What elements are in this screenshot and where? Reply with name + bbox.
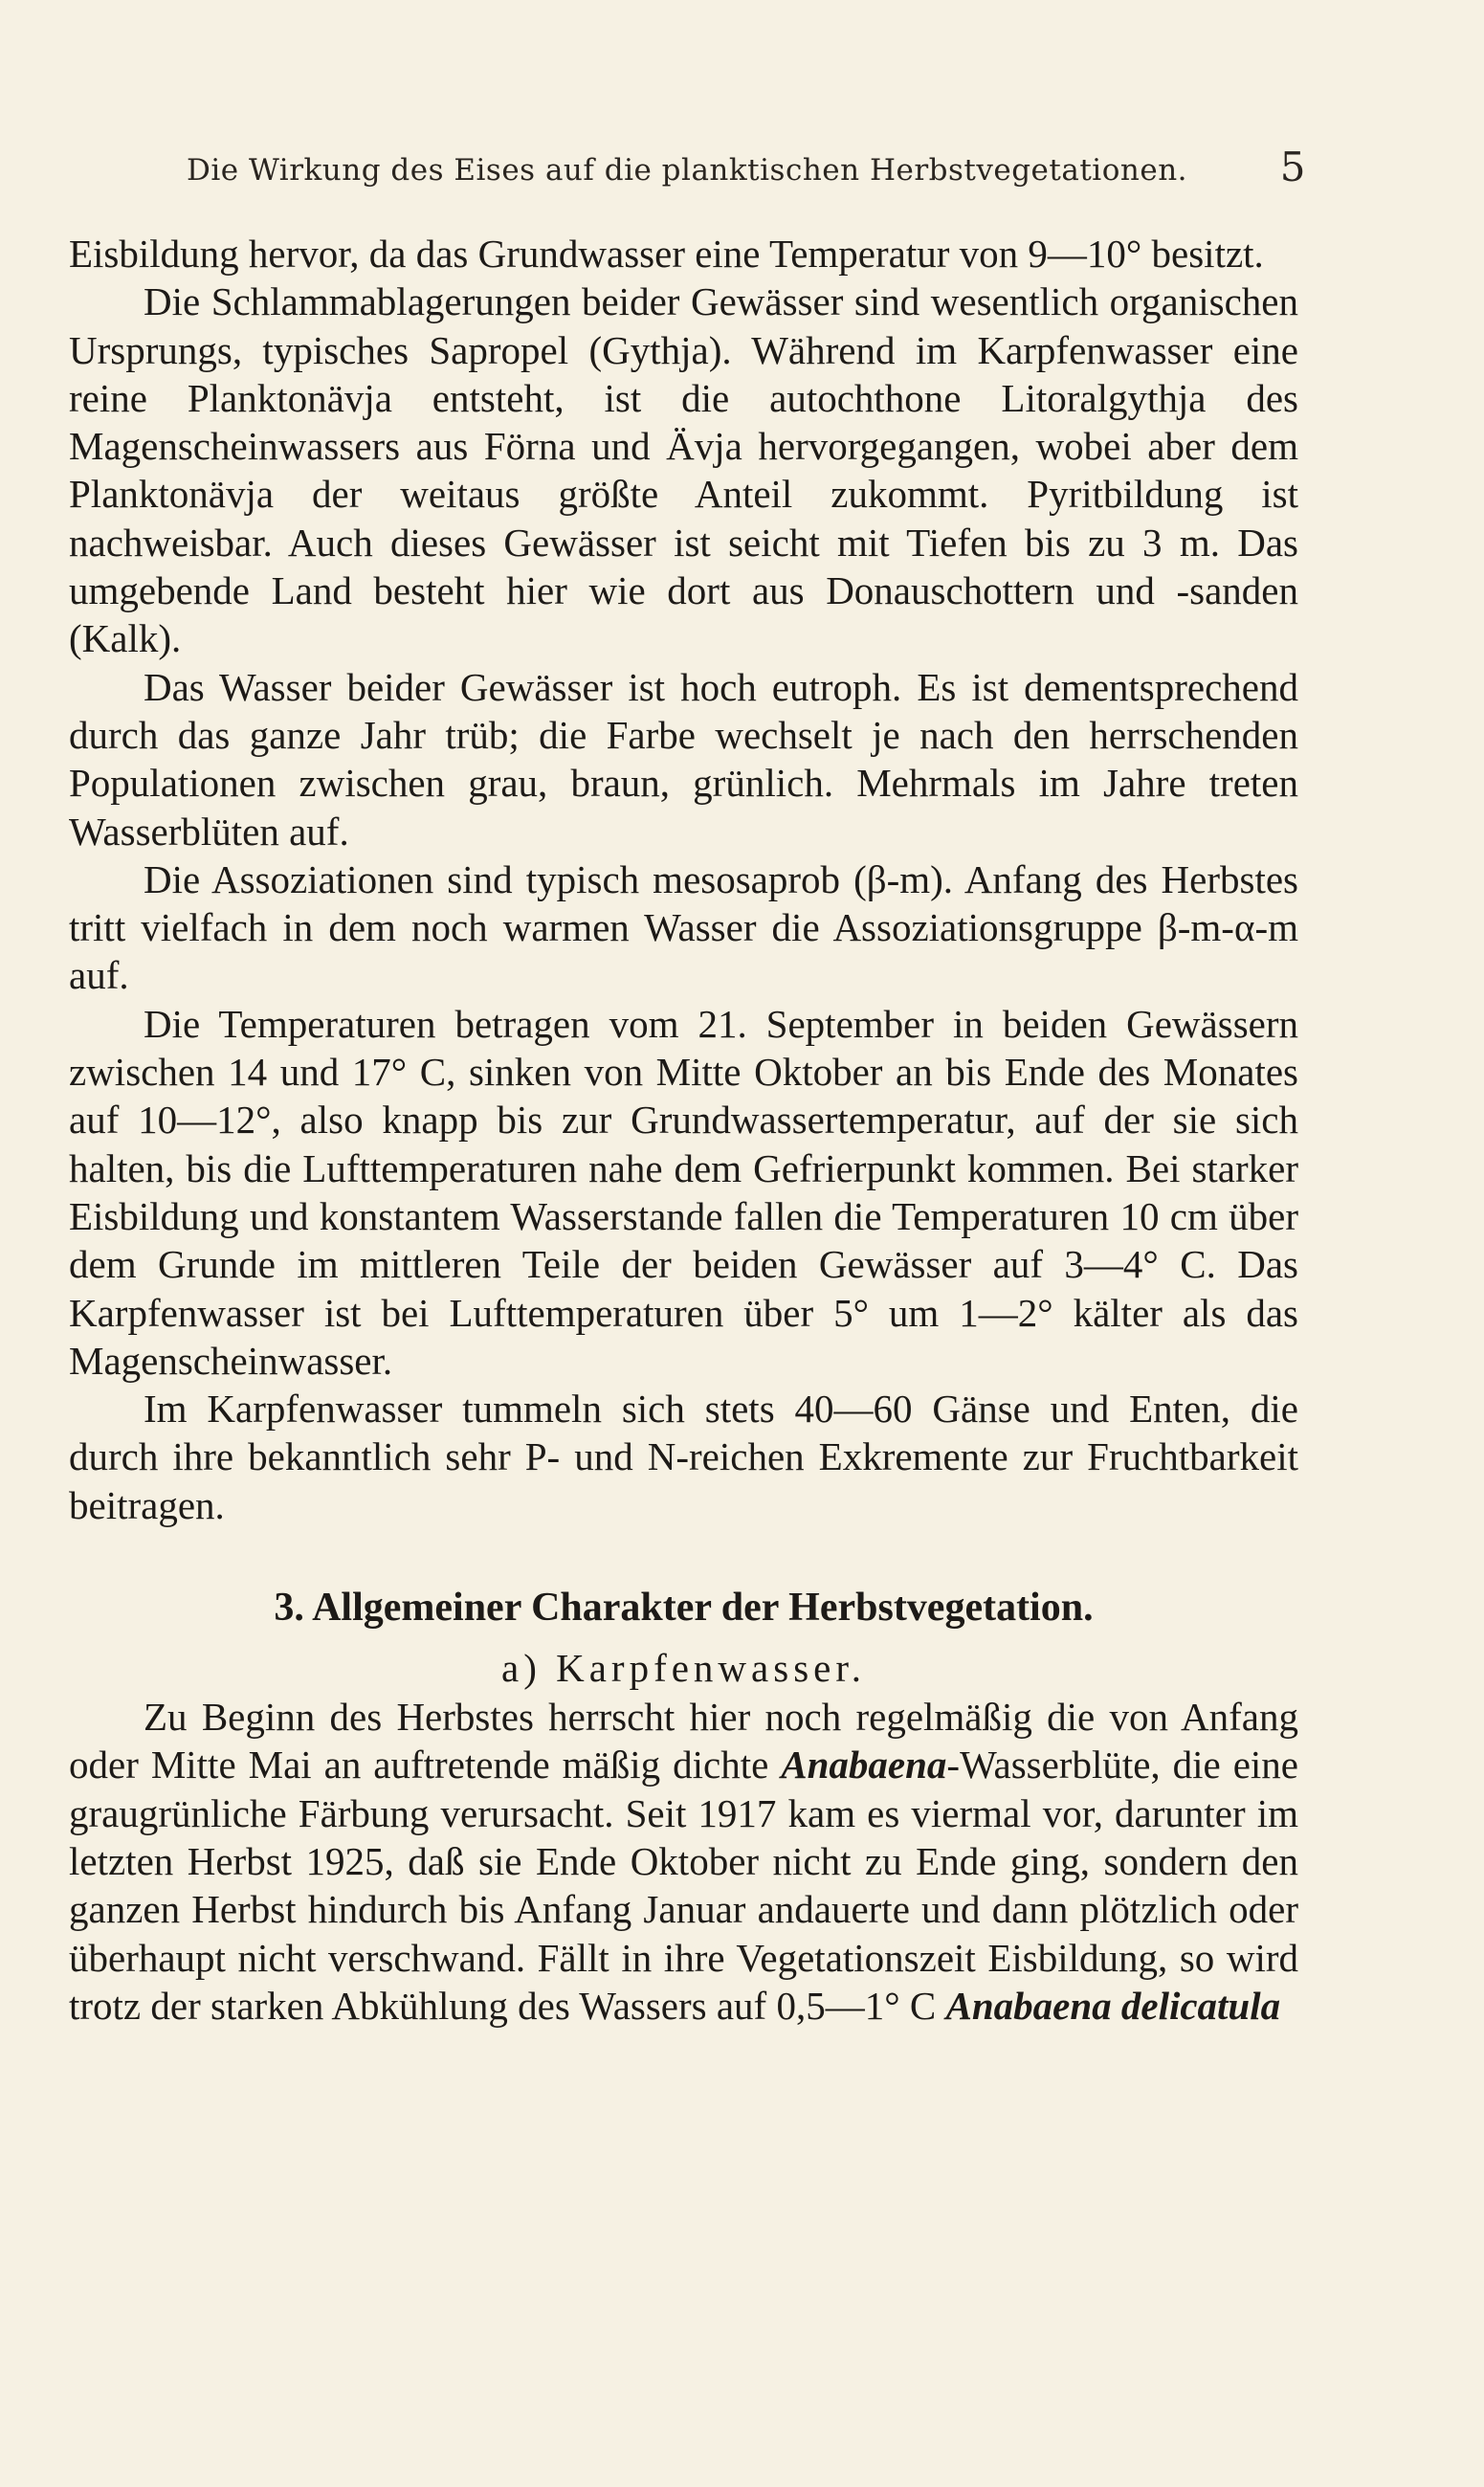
- paragraph: Die Temperaturen betragen vom 21. September in beiden Gewässern zwischen 14 und 17° C, sinken von Mitte Oktober an bis Ende des Monates auf 10—12°, also knapp bis zur Grundwassertemperatur, auf der sie sich halten, bis die Lufttemperaturen nahe dem Gefrierpunkt kommen. Bei starker Eisbildung und konstantem Wasserstande fallen die Temperaturen 10 cm über dem Grunde im mittleren Teile der beiden Gewässer auf 3—4° C. Das Karpfenwasser ist bei Lufttemperaturen über 5° um 1—2° kälter als das Magenscheinwasser.: [69, 1001, 1298, 1383]
- taxon-name: Anabaena delicatula: [945, 1983, 1281, 2028]
- paragraph: Das Wasser beider Gewässer ist hoch eutroph. Es ist dementsprechend durch das ganze Jahr trüb; die Farbe wechselt je nach den herrschenden Populationen zwischen grau, braun, grünlich. Mehrmals im Jahre treten Wasserblüten auf.: [69, 664, 1298, 854]
- page-number: 5: [1279, 144, 1306, 190]
- taxon-name: Anabaena: [781, 1743, 947, 1788]
- subsection-heading: a) Karpfenwasser.: [501, 1646, 866, 1691]
- paragraph-text: -Wasserblüte, die eine graugrünliche Färbung verursacht. Seit 1917 kam es viermal vor, darunter im letzten Herbst 1925, daß sie Ende Oktober nicht zu Ende ging, sondern den ganzen Herbst hindurch bis Anfang Januar andauerte und dann plötzlich oder überhaupt nicht verschwand. Fällt in ihre Vegetationszeit Eisbildung, so wird trotz der starken Abkühlung des Wassers auf 0,5—1° C: [69, 1743, 1298, 2028]
- paragraph-text: Zu Beginn des Herbstes herrscht hier noch regelmäßig die von Anfang oder Mitte Mai an auftretende mäßig dichte: [69, 1695, 1298, 1788]
- running-head: [187, 144, 1306, 201]
- paragraph: Die Schlammablagerungen beider Gewässer sind wesentlich organischen Ursprungs, typisches Sapropel (Gythja). Während im Karpfenwasser eine reine Planktonävja entsteht, ist die autochthone Litoralgythja des Magenscheinwassers aus Förna und Ävja hervorgegangen, wobei aber dem Planktonävja der weitaus größte Anteil zukommt. Pyritbildung ist nachweisbar. Auch dieses Gewässer ist seicht mit Tiefen bis zu 3 m. Das umgebende Land besteht hier wie dort aus Donauschottern und -sanden (Kalk).: [69, 279, 1298, 661]
- paragraph: Eisbildung hervor, da das Grundwasser eine Temperatur von 9—10° besitzt.: [69, 232, 1264, 276]
- body-text: [69, 230, 1298, 2030]
- paragraph: Die Assoziationen sind typisch mesosaprob (β-m). Anfang des Herbstes tritt vielfach in dem noch warmen Wasser die Assoziationsgruppe β-m-α-m auf.: [69, 856, 1298, 998]
- section-heading: 3. Allgemeiner Charakter der Herbstvegetation.: [274, 1586, 1094, 1631]
- running-head-title: Die Wirkung des Eises auf die planktischen Herbstvegetationen.: [187, 153, 1188, 188]
- paragraph: [69, 1693, 1298, 2030]
- paragraph: Im Karpfenwasser tummeln sich stets 40—60 Gänse und Enten, die durch ihre bekanntlich sehr P- und N-reichen Exkremente zur Fruchtbarkeit beitragen.: [69, 1387, 1298, 1527]
